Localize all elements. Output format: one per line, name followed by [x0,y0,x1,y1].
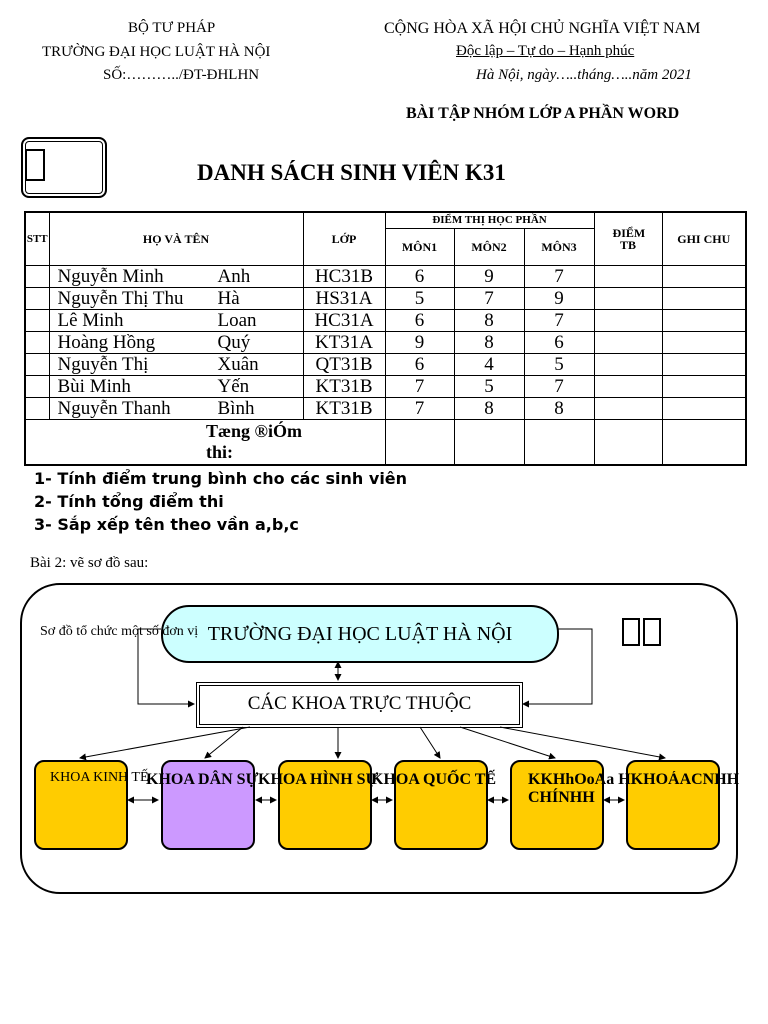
surname: Lê Minh [57,310,124,331]
header-exam-scores: ĐIỂM THỊ HỌC PHẦN [385,212,594,228]
surname: Bùi Minh [57,376,131,397]
score-mon2: 8 [454,332,524,354]
surname: Hoàng Hồng [57,332,156,353]
score-mon3: 7 [524,376,594,398]
surname: Nguyễn Thanh [57,398,171,419]
score-mon1: 6 [385,354,454,376]
class-cell: HS31A [303,288,385,310]
score-mon1: 9 [385,332,454,354]
given-name: Anh [217,266,251,287]
assignment-heading: BÀI TẬP NHÓM LỚP A PHẦN WORD [406,105,680,122]
given-name: Loan [217,310,257,331]
score-mon3: 5 [524,354,594,376]
header-average: ĐIỂM TB [594,212,662,266]
score-mon3: 9 [524,288,594,310]
faculty-label-international: KHOA QUỐC TẾ [371,771,497,788]
place-date: Hà Nội, ngày…..tháng…..năm 2021 [476,67,692,83]
ministry-name: BỘ TƯ PHÁP [128,20,216,36]
class-cell: KT31B [303,376,385,398]
score-mon3: 8 [524,398,594,420]
score-mon2: 9 [454,266,524,288]
score-mon2: 7 [454,288,524,310]
given-name: Quý [217,332,251,353]
class-cell: HC31A [303,310,385,332]
score-mon3: 6 [524,332,594,354]
class-cell: KT31A [303,332,385,354]
score-mon1: 6 [385,310,454,332]
surname: Nguyễn Minh [57,266,164,287]
header-mon3: MÔN3 [524,228,594,265]
placeholder-glyph-icon [622,618,640,646]
given-name: Yến [217,376,250,397]
header-mon2: MÔN2 [454,228,524,265]
given-name: Hà [217,288,240,309]
class-cell: HC31B [303,266,385,288]
total-label-line2: thi: [206,442,233,462]
header-note: GHI CHU [662,212,746,266]
header-name: HỌ VÀ TÊN [49,212,303,266]
faculty-label-criminal: KHOA HÌNH SỰ [258,771,379,788]
score-mon2: 8 [454,398,524,420]
total-label-line1: Tæng ®iÓm [206,421,302,442]
diagram-caption: Sơ đồ tổ chức một số đơn vị [40,624,199,639]
document-number: SỐ:………../ĐT-ĐHLHN [103,67,260,83]
score-mon2: 4 [454,354,524,376]
score-mon1: 5 [385,288,454,310]
score-mon1: 6 [385,266,454,288]
header-class: LỚP [303,212,385,266]
surname: Nguyễn Thị [57,354,149,375]
given-name: Xuân [217,354,259,375]
score-mon1: 7 [385,376,454,398]
root-node-university: TRƯỜNG ĐẠI HỌC LUẬT HÀ NỘI [161,605,559,663]
task-3: 3- Sắp xếp tên theo vần a,b,c [34,515,299,534]
placeholder-glyph-icon [643,618,661,646]
faculty-label-civil: KHOA DÂN SỰ [146,771,259,788]
score-mon2: 5 [454,376,524,398]
score-mon3: 7 [524,310,594,332]
university-name: TRƯỜNG ĐẠI HỌC LUẬT HÀ NỘI [42,44,271,60]
middle-node-faculties: CÁC KHOA TRỰC THUỘC [196,682,523,728]
class-cell: KT31B [303,398,385,420]
document-title: DANH SÁCH SINH VIÊN K31 [197,160,506,185]
republic-heading: CỘNG HÒA XÃ HỘI CHỦ NGHĨA VIỆT NAM [384,20,701,37]
exercise-2-heading: Bài 2: vẽ sơ đồ sau: [30,555,149,571]
score-mon2: 8 [454,310,524,332]
faculty-label-economics: KHOA KINH TẾ [50,770,149,785]
task-1: 1- Tính điểm trung bình cho các sinh viên [34,469,408,488]
header-mon1: MÔN1 [385,228,454,265]
national-motto: Độc lập – Tự do – Hạnh phúc [456,43,635,59]
faculty-label-administrative: KKHhOoAa HKHOÁACNHH CHÍNHH [528,771,740,806]
class-cell: QT31B [303,354,385,376]
score-mon1: 7 [385,398,454,420]
surname: Nguyễn Thị Thu [57,288,184,309]
score-mon3: 7 [524,266,594,288]
given-name: Bình [217,398,255,419]
header-stt: STT [25,212,49,266]
task-2: 2- Tính tổng điểm thi [34,492,224,511]
